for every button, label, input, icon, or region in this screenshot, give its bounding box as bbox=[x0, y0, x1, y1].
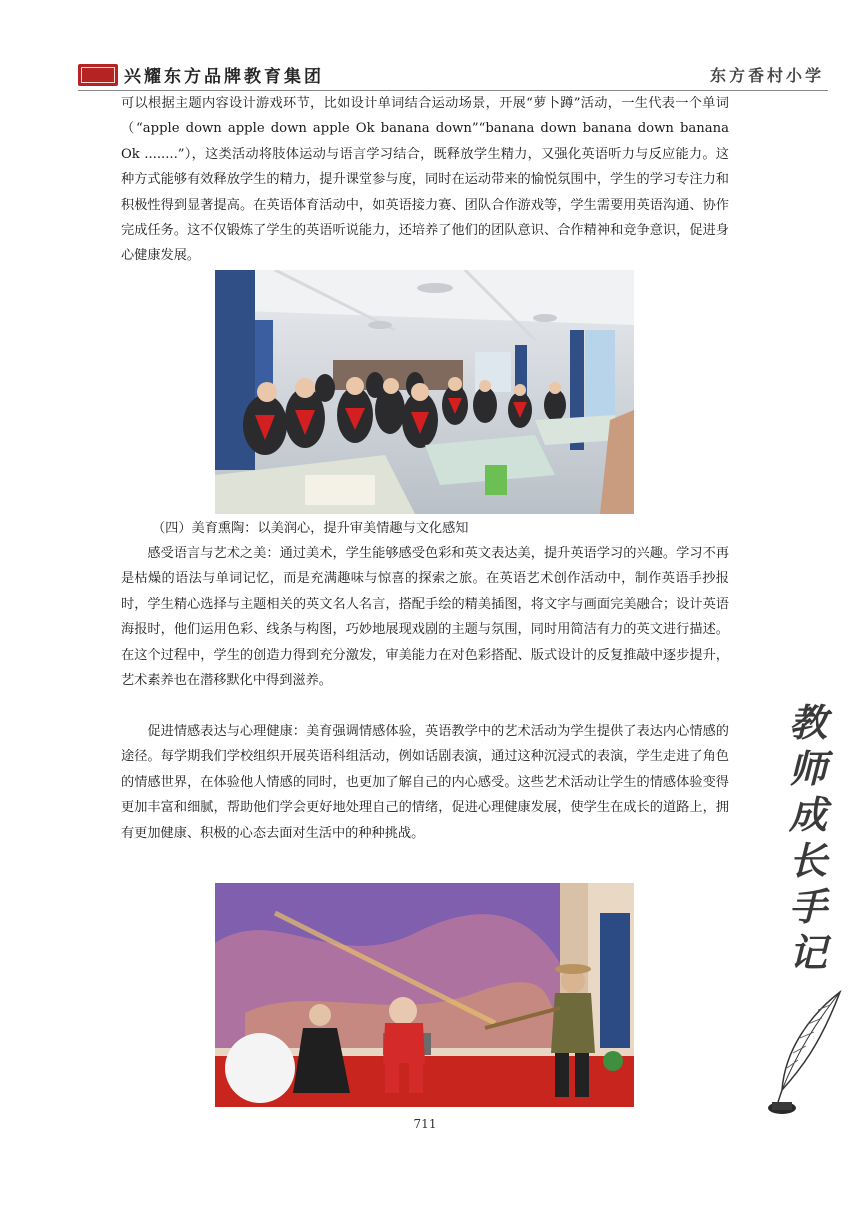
classroom-photo bbox=[215, 270, 634, 514]
brand-name: 兴耀东方品牌教育集团 bbox=[124, 67, 324, 87]
side-title-char: 记 bbox=[788, 930, 827, 975]
paragraph-3: 促进情感表达与心理健康：美育强调情感体验，英语教学中的艺术活动为学生提供了表达内心情感的途径。每学期我们学校组织开展英语科组活动，例如话剧表演，通过这种沉浸式的表演，学生走进了角色的情感世界，在体验他人情感的同时，也更加了解自己的内心感受。这些艺术活动让学生的情感体验变得更加丰富和细腻，帮助他们学会更好地处理自己的情绪，促进心理健康发展，使学生在成长的道路上，拥有更加健康、积极的心态去面对生活中的种种挑战。 bbox=[121, 724, 729, 841]
side-title-char: 成 bbox=[788, 792, 827, 837]
side-title-char: 教 bbox=[788, 700, 827, 745]
side-title-char: 长 bbox=[788, 838, 827, 883]
stage-performance-photo bbox=[215, 883, 634, 1107]
paragraph-2: 感受语言与艺术之美：通过美术，学生能够感受色彩和英文表达美，提升英语学习的兴趣。学习不再是枯燥的语法与单词记忆，而是充满趣味与惊喜的探索之旅。在英语艺术创作活动中，制作英语手抄报时，学生精心选择与主题相关的英文名人名言，搭配手绘的精美插图，将文字与画面完美融合；设计英语海报时，他们运用色彩、线条与构图，巧妙地展现戏剧的主题与氛围，同时用简洁有力的英文进行描述。在这个过程中，学生的创造力得到充分激发，审美能力在对色彩搭配、版式设计的反复推敲中逐步提升，艺术素养也在潜移默化中得到滋养。 bbox=[121, 546, 729, 689]
page-number: 711 bbox=[413, 1117, 437, 1131]
logo-icon bbox=[78, 64, 118, 86]
side-title-char: 师 bbox=[788, 746, 827, 791]
side-title bbox=[786, 700, 830, 976]
quill-icon bbox=[760, 990, 850, 1120]
paragraph-1: 可以根据主题内容设计游戏环节，比如设计单词结合运动场景，开展“萝卜蹲”活动，一生代表一个单词（“apple down apple down apple Ok banana down”“banana down banana down banana Ok ........”），这类活动将肢体运动与语言学习结合，既释放学生精力，又强化英语听力与反应能力。这种方式能够有效释放学生的精力，提升课堂参与度，同时在运动带来的愉悦氛围中，学生的学习专注力和积极性得到显著提高。在英语体育活动中，如英语接力赛、团队合作游戏等，学生需要用英语沟通、协作完成任务。这不仅锻炼了学生的英语听说能力，还培养了他们的团队意识、合作精神和竞争意识，促进身心健康发展。 bbox=[121, 96, 729, 264]
page-header bbox=[78, 60, 828, 90]
section-heading: （四）美育熏陶：以美润心，提升审美情趣与文化感知 bbox=[152, 521, 469, 536]
school-name: 东方香村小学 bbox=[709, 66, 824, 85]
side-title-char: 手 bbox=[788, 884, 827, 929]
